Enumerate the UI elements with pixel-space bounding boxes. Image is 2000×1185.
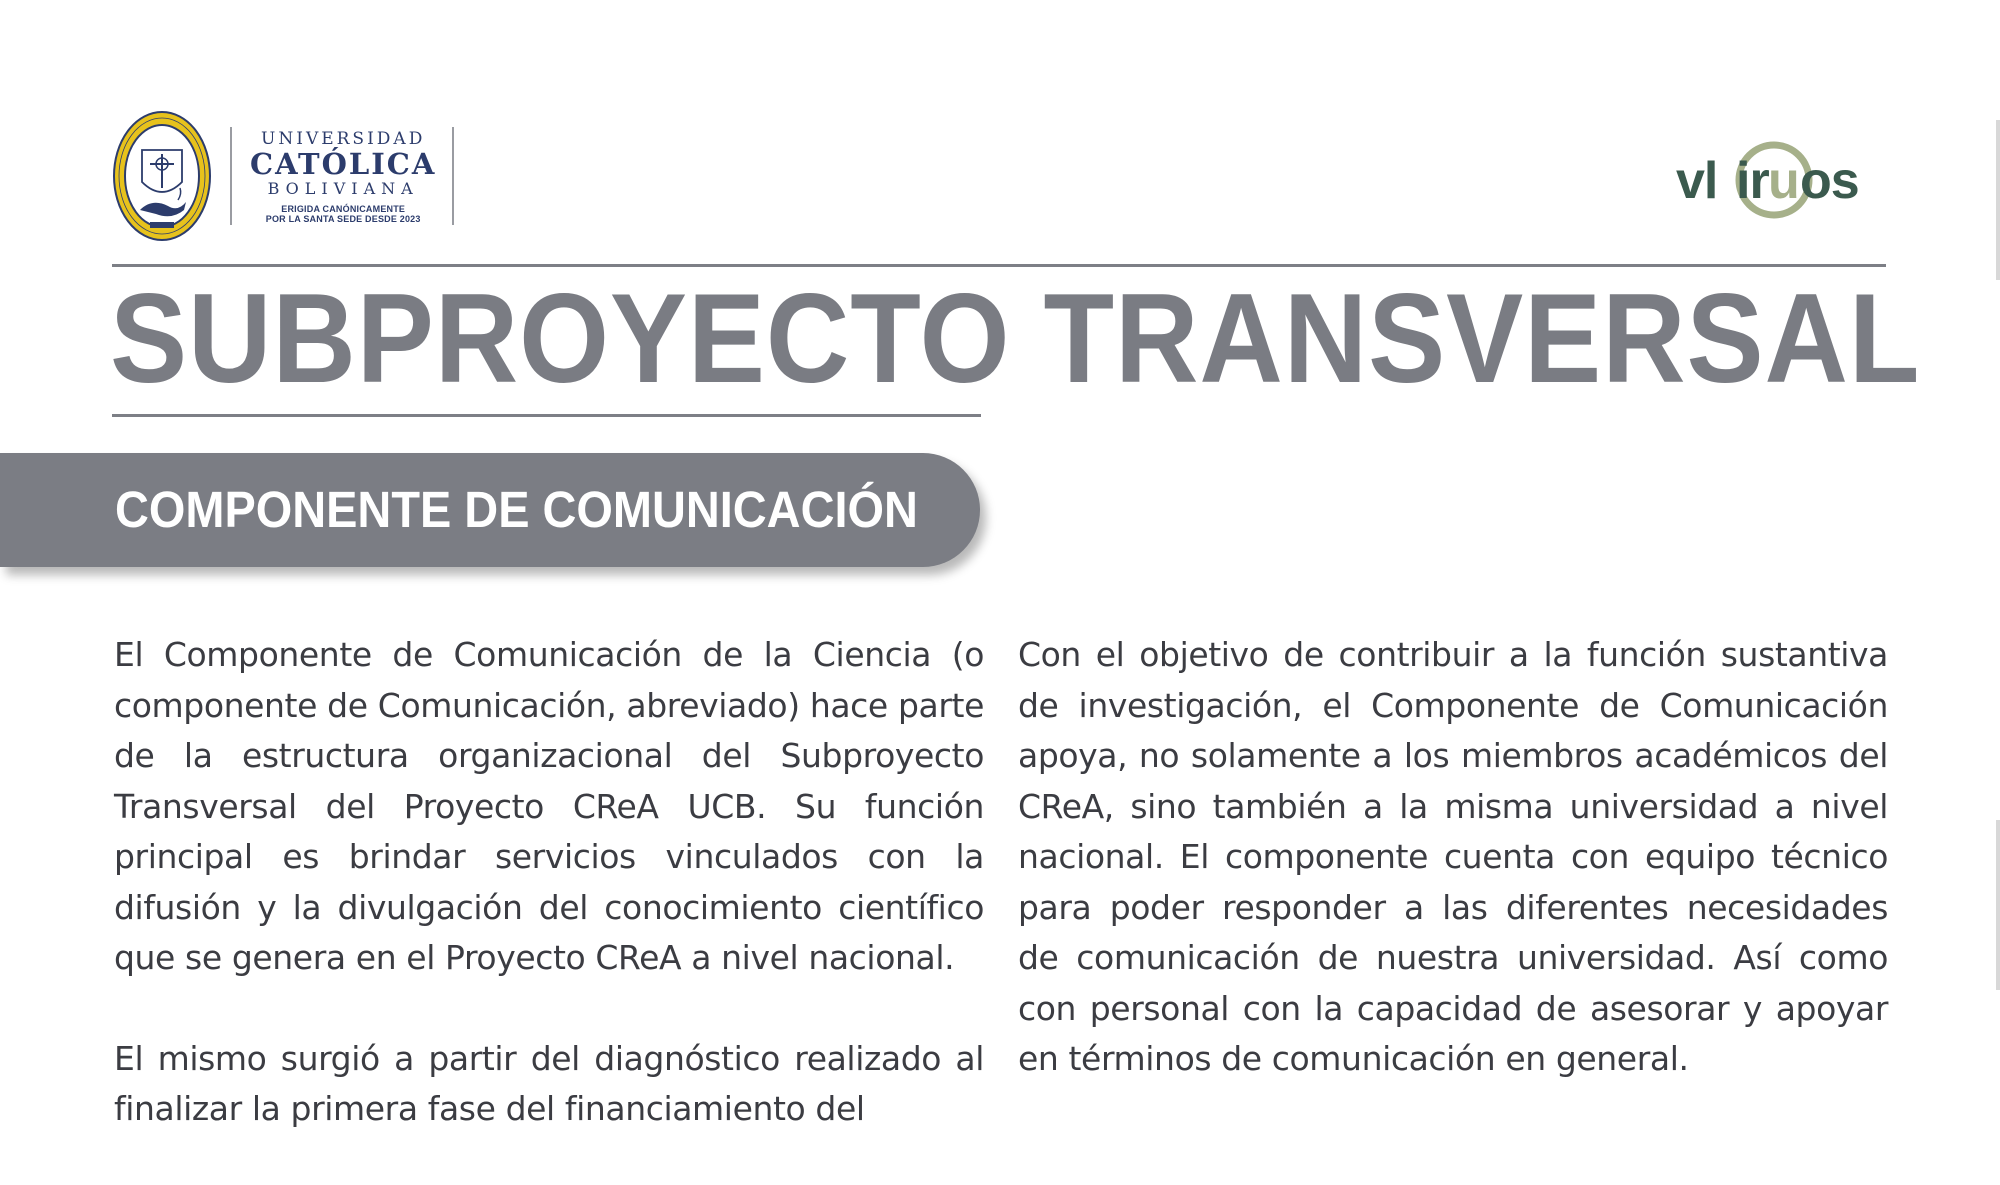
svg-text:os: os [1800,152,1859,210]
page-header [112,110,1886,240]
ucb-line-santa-sede: POR LA SANTA SEDE DESDE 2023 [265,213,421,224]
left-paragraph-1: El Componente de Comunicación de la Ciencia (o componente de Comunicación, abreviado) hace parte de la estructura organizacional del Subproyecto Transversal del Proyecto CReA UCB. Su función principal es brindar servicios vinculados con la difusión y la divulgación del conocimiento científico que se genera en el Proyecto CReA a nivel nacional. [114,635,984,977]
ucb-seal-icon [112,110,212,242]
svg-text:u: u [1768,152,1799,210]
svg-text:ir: ir [1736,152,1769,210]
svg-text:vl: vl [1676,152,1718,210]
ucb-line-erigida: ERIGIDA CANÓNICAMENTE [281,203,406,214]
page-edge-mark [1996,820,2000,990]
ucb-line-boliviana: BOLIVIANA [267,178,419,198]
logo-divider [230,127,232,225]
ucb-line-catolica: CATÓLICA [250,146,437,181]
section-banner-label: COMPONENTE DE COMUNICACIÓN [115,481,918,538]
left-column [114,630,984,1185]
ucb-line-universidad: UNIVERSIDAD [261,128,426,149]
vliruos-logo-icon [1676,138,1876,222]
ucb-wordmark [250,129,436,224]
ucb-logo [112,110,454,242]
left-paragraph-2: El mismo surgió a partir del diagnóstico realizado al finalizar la primera fase del financiamiento del [114,1038,984,1128]
right-paragraph-1: Con el objetivo de contribuir a la función sustantiva de investigación, el Componente de Comunicación apoya, no solamente a los miembros académicos del CReA, sino también a la misma universidad a nivel nacional. El componente cuenta con equipo técnico para poder responder a las diferentes necesidades de comunicación de nuestra universidad. Así como con personal con la capacidad de asesorar y apoyar en términos de comunicación en general. [1018,635,1888,1078]
page-edge-mark [1996,120,2000,280]
section-banner [0,453,980,567]
right-column [1018,630,1888,1135]
title-underline [112,414,981,417]
logo-divider-right [452,127,454,225]
page-title: SUBPROYECTO TRANSVERSAL [110,267,1921,409]
